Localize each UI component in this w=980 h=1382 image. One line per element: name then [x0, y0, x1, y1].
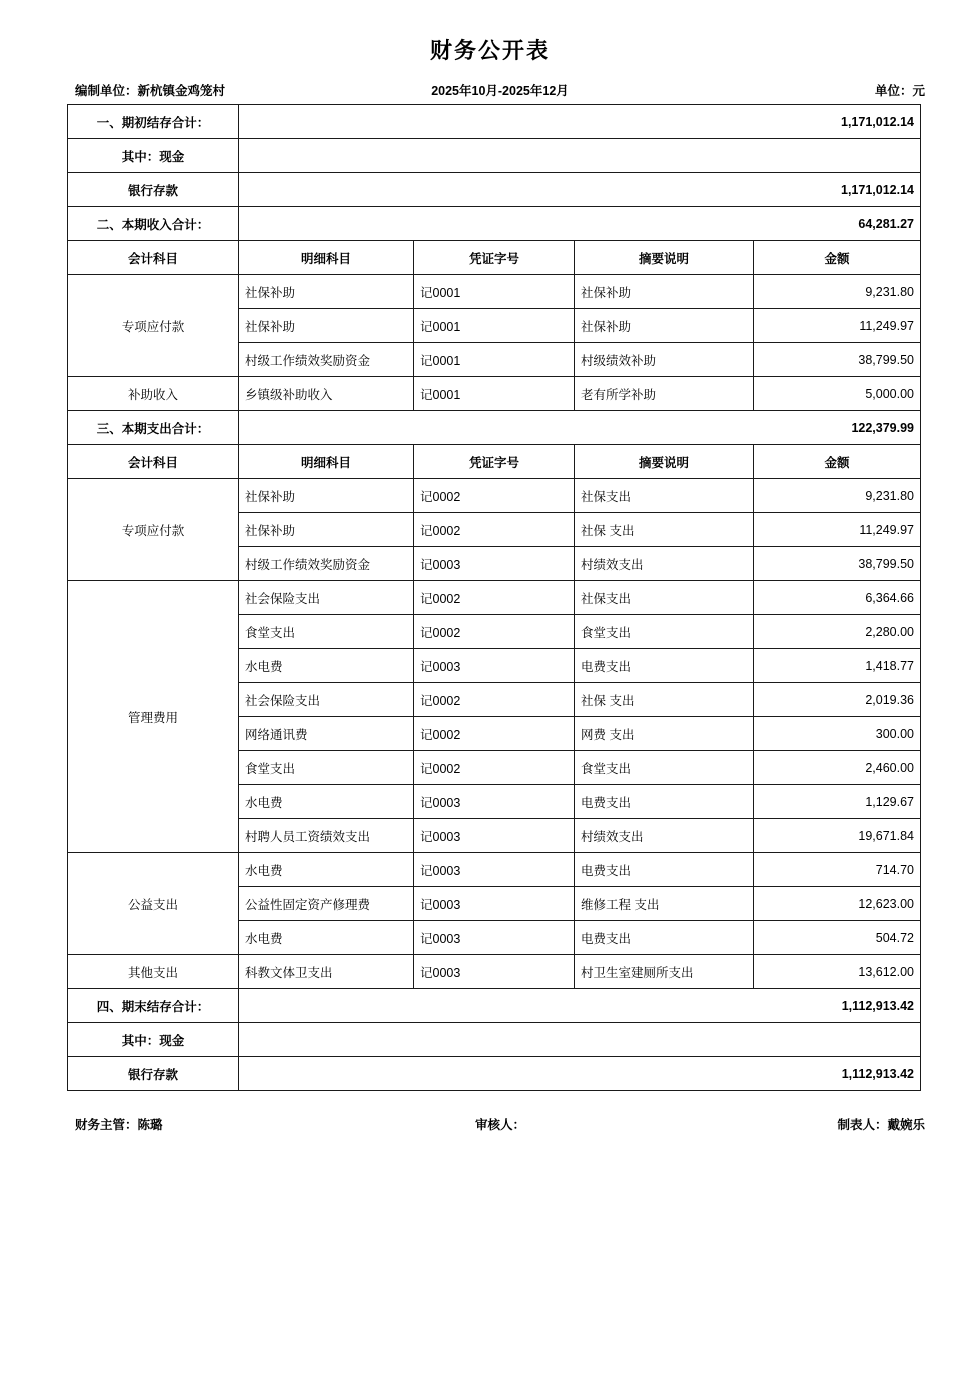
col-header-detail: 明细科目 — [239, 241, 414, 275]
expense-header-row — [68, 445, 921, 479]
currency-unit: 单位：元 — [874, 84, 925, 98]
col-header-amount: 金额 — [754, 445, 921, 479]
detail-cell: 乡镇级补助收入 — [239, 377, 414, 411]
report-meta — [75, 81, 925, 99]
note-cell: 社保支出 — [575, 479, 754, 513]
voucher-cell: 记0002 — [414, 479, 575, 513]
col-header-account: 会计科目 — [68, 241, 239, 275]
amount-cell: 504.72 — [754, 921, 921, 955]
voucher-cell: 记0002 — [414, 513, 575, 547]
detail-cell: 水电费 — [239, 785, 414, 819]
detail-cell: 村级工作绩效奖励资金 — [239, 547, 414, 581]
amount-cell: 1,129.67 — [754, 785, 921, 819]
note-cell: 村级绩效补助 — [575, 343, 754, 377]
expense-total-row — [68, 411, 921, 445]
amount-cell: 9,231.80 — [754, 479, 921, 513]
reviewer-signature: 审核人： — [474, 1118, 525, 1132]
closing-bank-label: 银行存款 — [68, 1057, 239, 1091]
amount-cell: 38,799.50 — [754, 547, 921, 581]
income-category-cell: 补助收入 — [68, 377, 239, 411]
income-header-row — [68, 241, 921, 275]
income-total-label: 二、本期收入合计： — [68, 207, 239, 241]
amount-cell: 9,231.80 — [754, 275, 921, 309]
expense-category-cell: 管理费用 — [68, 581, 239, 853]
expense-category-cell: 专项应付款 — [68, 479, 239, 581]
note-cell: 电费支出 — [575, 921, 754, 955]
opening-bank-row — [68, 173, 921, 207]
table-row — [68, 955, 921, 989]
financial-disclosure-table — [67, 104, 921, 1091]
col-header-detail: 明细科目 — [239, 445, 414, 479]
voucher-cell: 记0001 — [414, 275, 575, 309]
amount-cell: 1,418.77 — [754, 649, 921, 683]
opening-cash-label: 其中：现金 — [68, 139, 239, 173]
closing-cash-amount — [239, 1023, 921, 1057]
voucher-cell: 记0001 — [414, 377, 575, 411]
amount-cell: 13,612.00 — [754, 955, 921, 989]
col-header-amount: 金额 — [754, 241, 921, 275]
amount-cell: 5,000.00 — [754, 377, 921, 411]
amount-cell: 6,364.66 — [754, 581, 921, 615]
note-cell: 维修工程 支出 — [575, 887, 754, 921]
opening-cash-amount — [239, 139, 921, 173]
amount-cell: 300.00 — [754, 717, 921, 751]
detail-cell: 社保补助 — [239, 513, 414, 547]
note-cell: 电费支出 — [575, 853, 754, 887]
amount-cell: 11,249.97 — [754, 513, 921, 547]
closing-total-row — [68, 989, 921, 1023]
amount-cell: 11,249.97 — [754, 309, 921, 343]
col-header-voucher: 凭证字号 — [414, 241, 575, 275]
opening-bank-amount: 1,171,012.14 — [239, 173, 921, 207]
detail-cell: 社会保险支出 — [239, 581, 414, 615]
detail-cell: 村聘人员工资绩效支出 — [239, 819, 414, 853]
voucher-cell: 记0002 — [414, 751, 575, 785]
voucher-cell: 记0001 — [414, 309, 575, 343]
note-cell: 社保补助 — [575, 275, 754, 309]
col-header-voucher: 凭证字号 — [414, 445, 575, 479]
amount-cell: 2,280.00 — [754, 615, 921, 649]
col-header-account: 会计科目 — [68, 445, 239, 479]
voucher-cell: 记0003 — [414, 785, 575, 819]
closing-cash-row — [68, 1023, 921, 1057]
note-cell: 网费 支出 — [575, 717, 754, 751]
voucher-cell: 记0002 — [414, 717, 575, 751]
compiling-unit: 编制单位：新杭镇金鸡笼村 — [75, 84, 226, 98]
table-row — [68, 479, 921, 513]
note-cell: 社保 支出 — [575, 683, 754, 717]
income-total-amount: 64,281.27 — [239, 207, 921, 241]
voucher-cell: 记0001 — [414, 343, 575, 377]
opening-bank-label: 银行存款 — [68, 173, 239, 207]
preparer-signature: 制表人：戴婉乐 — [837, 1118, 925, 1132]
expense-total-amount: 122,379.99 — [239, 411, 921, 445]
note-cell: 食堂支出 — [575, 615, 754, 649]
note-cell: 社保补助 — [575, 309, 754, 343]
detail-cell: 水电费 — [239, 853, 414, 887]
voucher-cell: 记0003 — [414, 955, 575, 989]
detail-cell: 食堂支出 — [239, 751, 414, 785]
income-category-cell: 专项应付款 — [68, 275, 239, 377]
closing-bank-row — [68, 1057, 921, 1091]
detail-cell: 村级工作绩效奖励资金 — [239, 343, 414, 377]
opening-total-amount: 1,171,012.14 — [239, 105, 921, 139]
closing-total-amount: 1,112,913.42 — [239, 989, 921, 1023]
voucher-cell: 记0003 — [414, 853, 575, 887]
col-header-note: 摘要说明 — [575, 445, 754, 479]
note-cell: 村绩效支出 — [575, 547, 754, 581]
closing-total-label: 四、期末结存合计： — [68, 989, 239, 1023]
table-row — [68, 581, 921, 615]
signature-row — [75, 1115, 925, 1133]
detail-cell: 食堂支出 — [239, 615, 414, 649]
opening-total-row — [68, 105, 921, 139]
opening-total-label: 一、期初结存合计： — [68, 105, 239, 139]
expense-category-cell: 公益支出 — [68, 853, 239, 955]
amount-cell: 12,623.00 — [754, 887, 921, 921]
detail-cell: 公益性固定资产修理费 — [239, 887, 414, 921]
voucher-cell: 记0002 — [414, 581, 575, 615]
note-cell: 社保支出 — [575, 581, 754, 615]
finance-manager-signature: 财务主管：陈璐 — [75, 1118, 163, 1132]
amount-cell: 19,671.84 — [754, 819, 921, 853]
note-cell: 电费支出 — [575, 785, 754, 819]
closing-cash-label: 其中：现金 — [68, 1023, 239, 1057]
detail-cell: 科教文体卫支出 — [239, 955, 414, 989]
report-period: 2025年10月-2025年12月 — [431, 84, 569, 98]
income-total-row — [68, 207, 921, 241]
amount-cell: 714.70 — [754, 853, 921, 887]
page-title: 财务公开表 — [429, 38, 550, 63]
voucher-cell: 记0003 — [414, 649, 575, 683]
opening-cash-row — [68, 139, 921, 173]
detail-cell: 社保补助 — [239, 479, 414, 513]
voucher-cell: 记0003 — [414, 887, 575, 921]
detail-cell: 社保补助 — [239, 309, 414, 343]
amount-cell: 2,019.36 — [754, 683, 921, 717]
col-header-note: 摘要说明 — [575, 241, 754, 275]
note-cell: 村绩效支出 — [575, 819, 754, 853]
table-row — [68, 853, 921, 887]
note-cell: 社保 支出 — [575, 513, 754, 547]
expense-category-cell: 其他支出 — [68, 955, 239, 989]
voucher-cell: 记0002 — [414, 683, 575, 717]
note-cell: 老有所学补助 — [575, 377, 754, 411]
detail-cell: 网络通讯费 — [239, 717, 414, 751]
amount-cell: 38,799.50 — [754, 343, 921, 377]
detail-cell: 社会保险支出 — [239, 683, 414, 717]
table-row — [68, 275, 921, 309]
note-cell: 村卫生室建厕所支出 — [575, 955, 754, 989]
detail-cell: 社保补助 — [239, 275, 414, 309]
voucher-cell: 记0003 — [414, 547, 575, 581]
voucher-cell: 记0003 — [414, 921, 575, 955]
detail-cell: 水电费 — [239, 921, 414, 955]
amount-cell: 2,460.00 — [754, 751, 921, 785]
table-row — [68, 377, 921, 411]
note-cell: 电费支出 — [575, 649, 754, 683]
voucher-cell: 记0002 — [414, 615, 575, 649]
voucher-cell: 记0003 — [414, 819, 575, 853]
expense-total-label: 三、本期支出合计： — [68, 411, 239, 445]
detail-cell: 水电费 — [239, 649, 414, 683]
closing-bank-amount: 1,112,913.42 — [239, 1057, 921, 1091]
note-cell: 食堂支出 — [575, 751, 754, 785]
